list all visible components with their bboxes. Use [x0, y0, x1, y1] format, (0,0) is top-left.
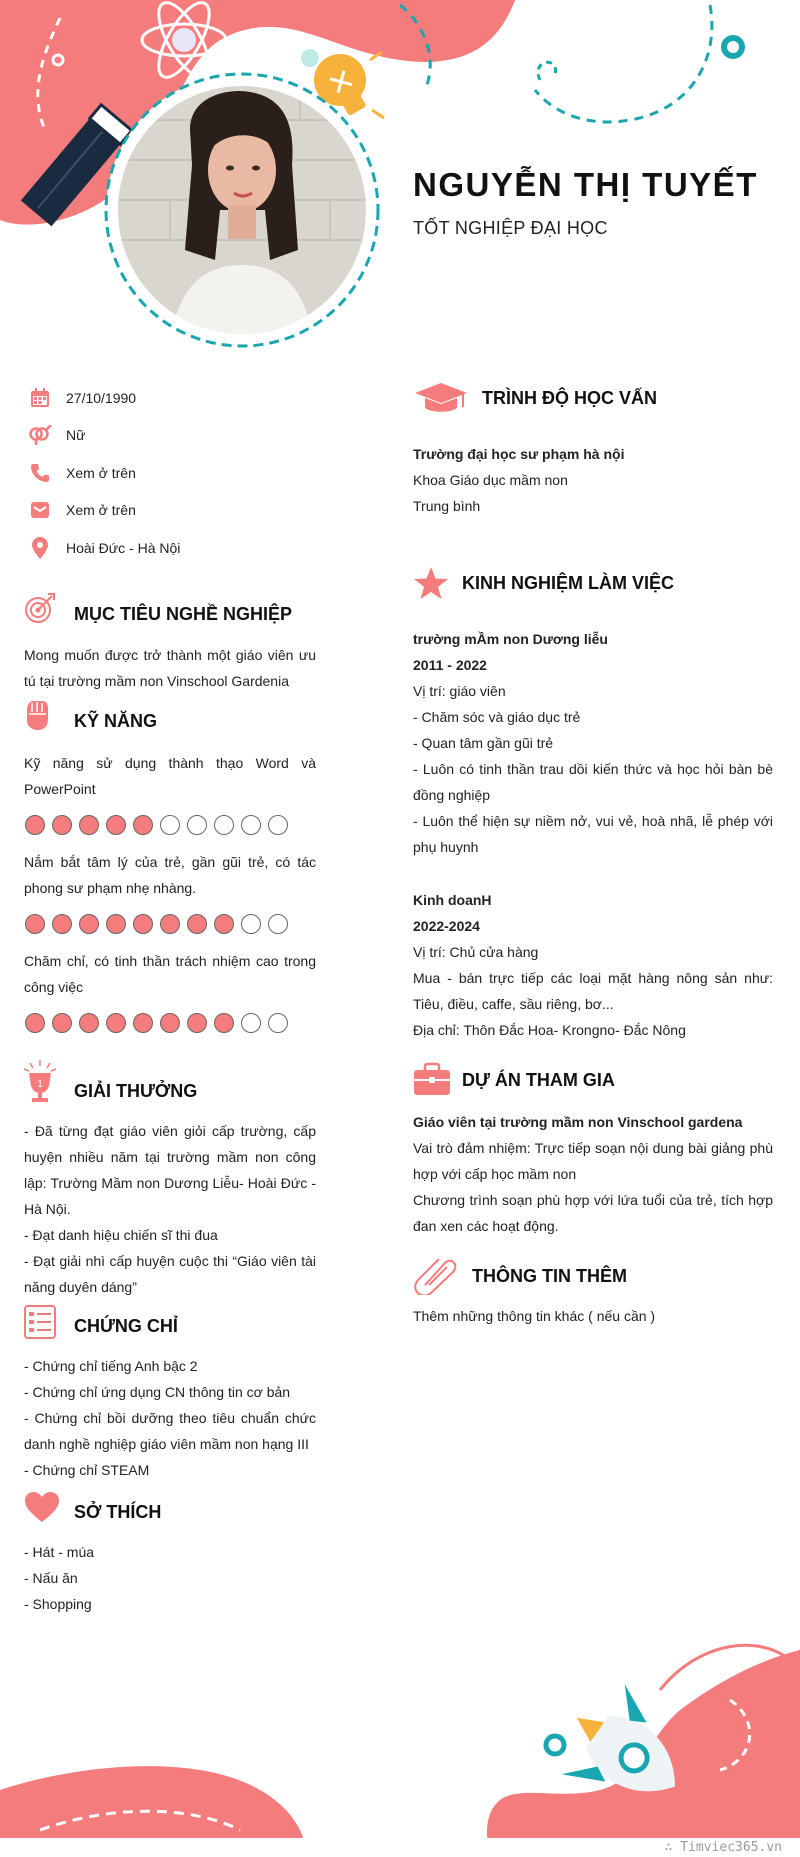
watermark: ∴ Timviec365.vn — [664, 1840, 782, 1855]
certificates-title: CHỨNG CHỈ — [74, 1316, 178, 1336]
trophy-icon — [22, 1060, 58, 1104]
award-item: - Đạt giải nhì cấp huyện cuộc thi “Giáo viên tài năng duyên dáng” — [24, 1253, 316, 1295]
rating-dot — [187, 1013, 207, 1033]
graduation-cap-icon — [413, 381, 469, 415]
rating-dot — [25, 1013, 45, 1033]
certificates-list — [24, 1353, 316, 1483]
birthdate-value: 27/10/1990 — [66, 390, 137, 406]
rating-dot — [241, 914, 261, 934]
phone-icon — [28, 462, 52, 484]
hobby-item: - Nấu ăn — [24, 1570, 78, 1586]
job-detail: Vị trí: giáo viên — [413, 683, 506, 699]
experience-title: KINH NGHIỆM LÀM VIỆC — [462, 573, 675, 593]
awards-title: GIẢI THƯỞNG — [74, 1081, 198, 1101]
rating-dot — [214, 914, 234, 934]
rating-dot — [241, 815, 261, 835]
rating-dot — [187, 815, 207, 835]
rating-dot — [133, 1013, 153, 1033]
rating-dot — [133, 815, 153, 835]
rating-dot — [187, 914, 207, 934]
rating-dot — [52, 914, 72, 934]
paperclip-icon — [413, 1255, 457, 1295]
rating-dot — [241, 1013, 261, 1033]
rating-dot — [268, 914, 288, 934]
job-entry — [413, 626, 773, 860]
email-value: Xem ở trên — [66, 502, 136, 518]
job-detail: Địa chỉ: Thôn Đắc Hoa- Krongno- Đắc Nông — [413, 1022, 686, 1038]
certificate-item: - Chứng chỉ ứng dụng CN thông tin cơ bản — [24, 1384, 291, 1400]
rating-dot — [268, 815, 288, 835]
job-company: trường mẦm non Dương liễu — [413, 631, 608, 647]
hobby-item: - Hát - múa — [24, 1544, 95, 1560]
rating-dot — [25, 914, 45, 934]
job-detail: - Luôn thể hiện sự niềm nở, vui vẻ, hoà nhã, lễ phép với phụ huynh — [413, 813, 773, 855]
phone-value: Xem ở trên — [66, 465, 136, 481]
rating-dot — [52, 815, 72, 835]
rating-dot — [214, 815, 234, 835]
job-detail: - Chăm sóc và giáo dục trẻ — [413, 709, 581, 725]
rating-dot — [79, 914, 99, 934]
teal-loop — [538, 62, 556, 80]
skill-rating — [25, 1013, 288, 1033]
info-birthdate — [28, 385, 136, 411]
project-name: Giáo viên tại trường mầm non Vinschool gardena — [413, 1114, 743, 1130]
project-entry — [413, 1109, 773, 1239]
gender-value: Nữ — [66, 427, 86, 443]
info-phone — [28, 460, 136, 486]
job-detail: - Luôn có tinh thần trau dồi kiến thức và học hỏi bàn bè đồng nghiệp — [413, 761, 773, 803]
info-gender — [28, 422, 85, 448]
projects-title: DỰ ÁN THAM GIA — [462, 1070, 615, 1090]
objective-title: MỤC TIÊU NGHỀ NGHIỆP — [74, 604, 293, 624]
rating-dot — [106, 914, 126, 934]
skill-text: Chăm chỉ, có tinh thần trách nhiệm cao trong công việc — [24, 953, 316, 995]
gender-icon — [28, 424, 52, 446]
target-icon — [24, 592, 56, 624]
heart-icon — [24, 1491, 60, 1523]
job-entry — [413, 887, 773, 1043]
rating-dot — [160, 815, 180, 835]
award-item: - Đã từng đạt giáo viên giỏi cấp trường, cấp huyện nhiều năm tại trường mầm non công lập: Trường Mầm non Dương Liễu- Hoài Đức - Hà Nội. — [24, 1123, 316, 1217]
job-detail: Vị trí: Chủ cửa hàng — [413, 944, 539, 960]
hobbies-list — [24, 1539, 316, 1617]
candidate-title: TỐT NGHIỆP ĐẠI HỌC — [413, 218, 608, 238]
certificate-item: - Chứng chỉ STEAM — [24, 1462, 150, 1478]
info-address — [28, 535, 180, 561]
job-company: Kinh doanH — [413, 892, 492, 908]
rating-dot — [133, 914, 153, 934]
job-period: 2022-2024 — [413, 918, 480, 934]
hobbies-title: SỞ THÍCH — [74, 1502, 162, 1522]
job-detail: - Quan tâm gần gũi trẻ — [413, 735, 554, 751]
certificate-item: - Chứng chỉ bồi dưỡng theo tiêu chuẩn chức danh nghề nghiệp giáo viên mầm non hạng III — [24, 1410, 316, 1452]
rating-dot — [160, 1013, 180, 1033]
rating-dot — [106, 815, 126, 835]
major: Khoa Giáo dục mầm non — [413, 472, 568, 488]
star-icon — [413, 566, 449, 600]
skills-title: KỸ NĂNG — [74, 711, 158, 731]
email-icon — [28, 499, 52, 521]
rating-dot — [268, 1013, 288, 1033]
rating-dot — [79, 815, 99, 835]
certificate-item: - Chứng chỉ tiếng Anh bậc 2 — [24, 1358, 198, 1374]
candidate-name: NGUYỄN THỊ TUYẾT — [413, 166, 758, 203]
objective-text: Mong muốn được trở thành một giáo viên ưu tú tại trường mầm non Vinschool Gardenia — [24, 647, 316, 689]
svg-text:1: 1 — [37, 1079, 43, 1090]
briefcase-icon — [413, 1062, 451, 1096]
rating-dot — [160, 914, 180, 934]
rating-dot — [25, 815, 45, 835]
school-name: Trường đại học sư phạm hà nội — [413, 446, 625, 462]
education-title: TRÌNH ĐỘ HỌC VẤN — [482, 388, 657, 408]
award-item: - Đạt danh hiệu chiến sĩ thi đua — [24, 1227, 218, 1243]
teal-dashed-curve — [535, 5, 712, 122]
education-details — [413, 441, 773, 519]
rating-dot — [79, 1013, 99, 1033]
job-period: 2011 - 2022 — [413, 657, 487, 673]
job-detail: Mua - bán trực tiếp các loại mặt hàng nông sản như: Tiêu, điều, caffe, sầu riêng, bơ... — [413, 970, 773, 1012]
skill-text: Nắm bắt tâm lý của trẻ, gần gũi trẻ, có tác phong sư phạm nhẹ nhàng. — [24, 854, 316, 896]
skill-rating — [25, 914, 288, 934]
awards-list — [24, 1118, 316, 1300]
checklist-icon — [24, 1305, 56, 1339]
skill-text: Kỹ năng sử dụng thành thạo Word và PowerPoint — [24, 755, 316, 797]
teal-circle-icon — [724, 38, 742, 56]
location-icon — [28, 537, 52, 559]
extra-title: THÔNG TIN THÊM — [472, 1266, 627, 1286]
skill-rating — [25, 815, 288, 835]
project-detail: Chương trình soạn phù hợp với lứa tuổi của trẻ, tích hợp đan xen các hoạt động. — [413, 1192, 773, 1234]
address-value: Hoài Đức - Hà Nội — [66, 540, 181, 556]
rating-dot — [106, 1013, 126, 1033]
calendar-icon — [28, 387, 52, 409]
extra-text: Thêm những thông tin khác ( nếu cần ) — [413, 1308, 656, 1324]
rating-dot — [214, 1013, 234, 1033]
info-email — [28, 497, 136, 523]
rating-dot — [52, 1013, 72, 1033]
grade: Trung bình — [413, 498, 481, 514]
project-detail: Vai trò đảm nhiệm: Trực tiếp soạn nội dung bài giảng phù hợp với cấp học mầm non — [413, 1140, 773, 1182]
watermark-text: Timviec365.vn — [680, 1840, 782, 1855]
hobby-item: - Shopping — [24, 1596, 92, 1612]
fist-icon — [24, 698, 50, 732]
